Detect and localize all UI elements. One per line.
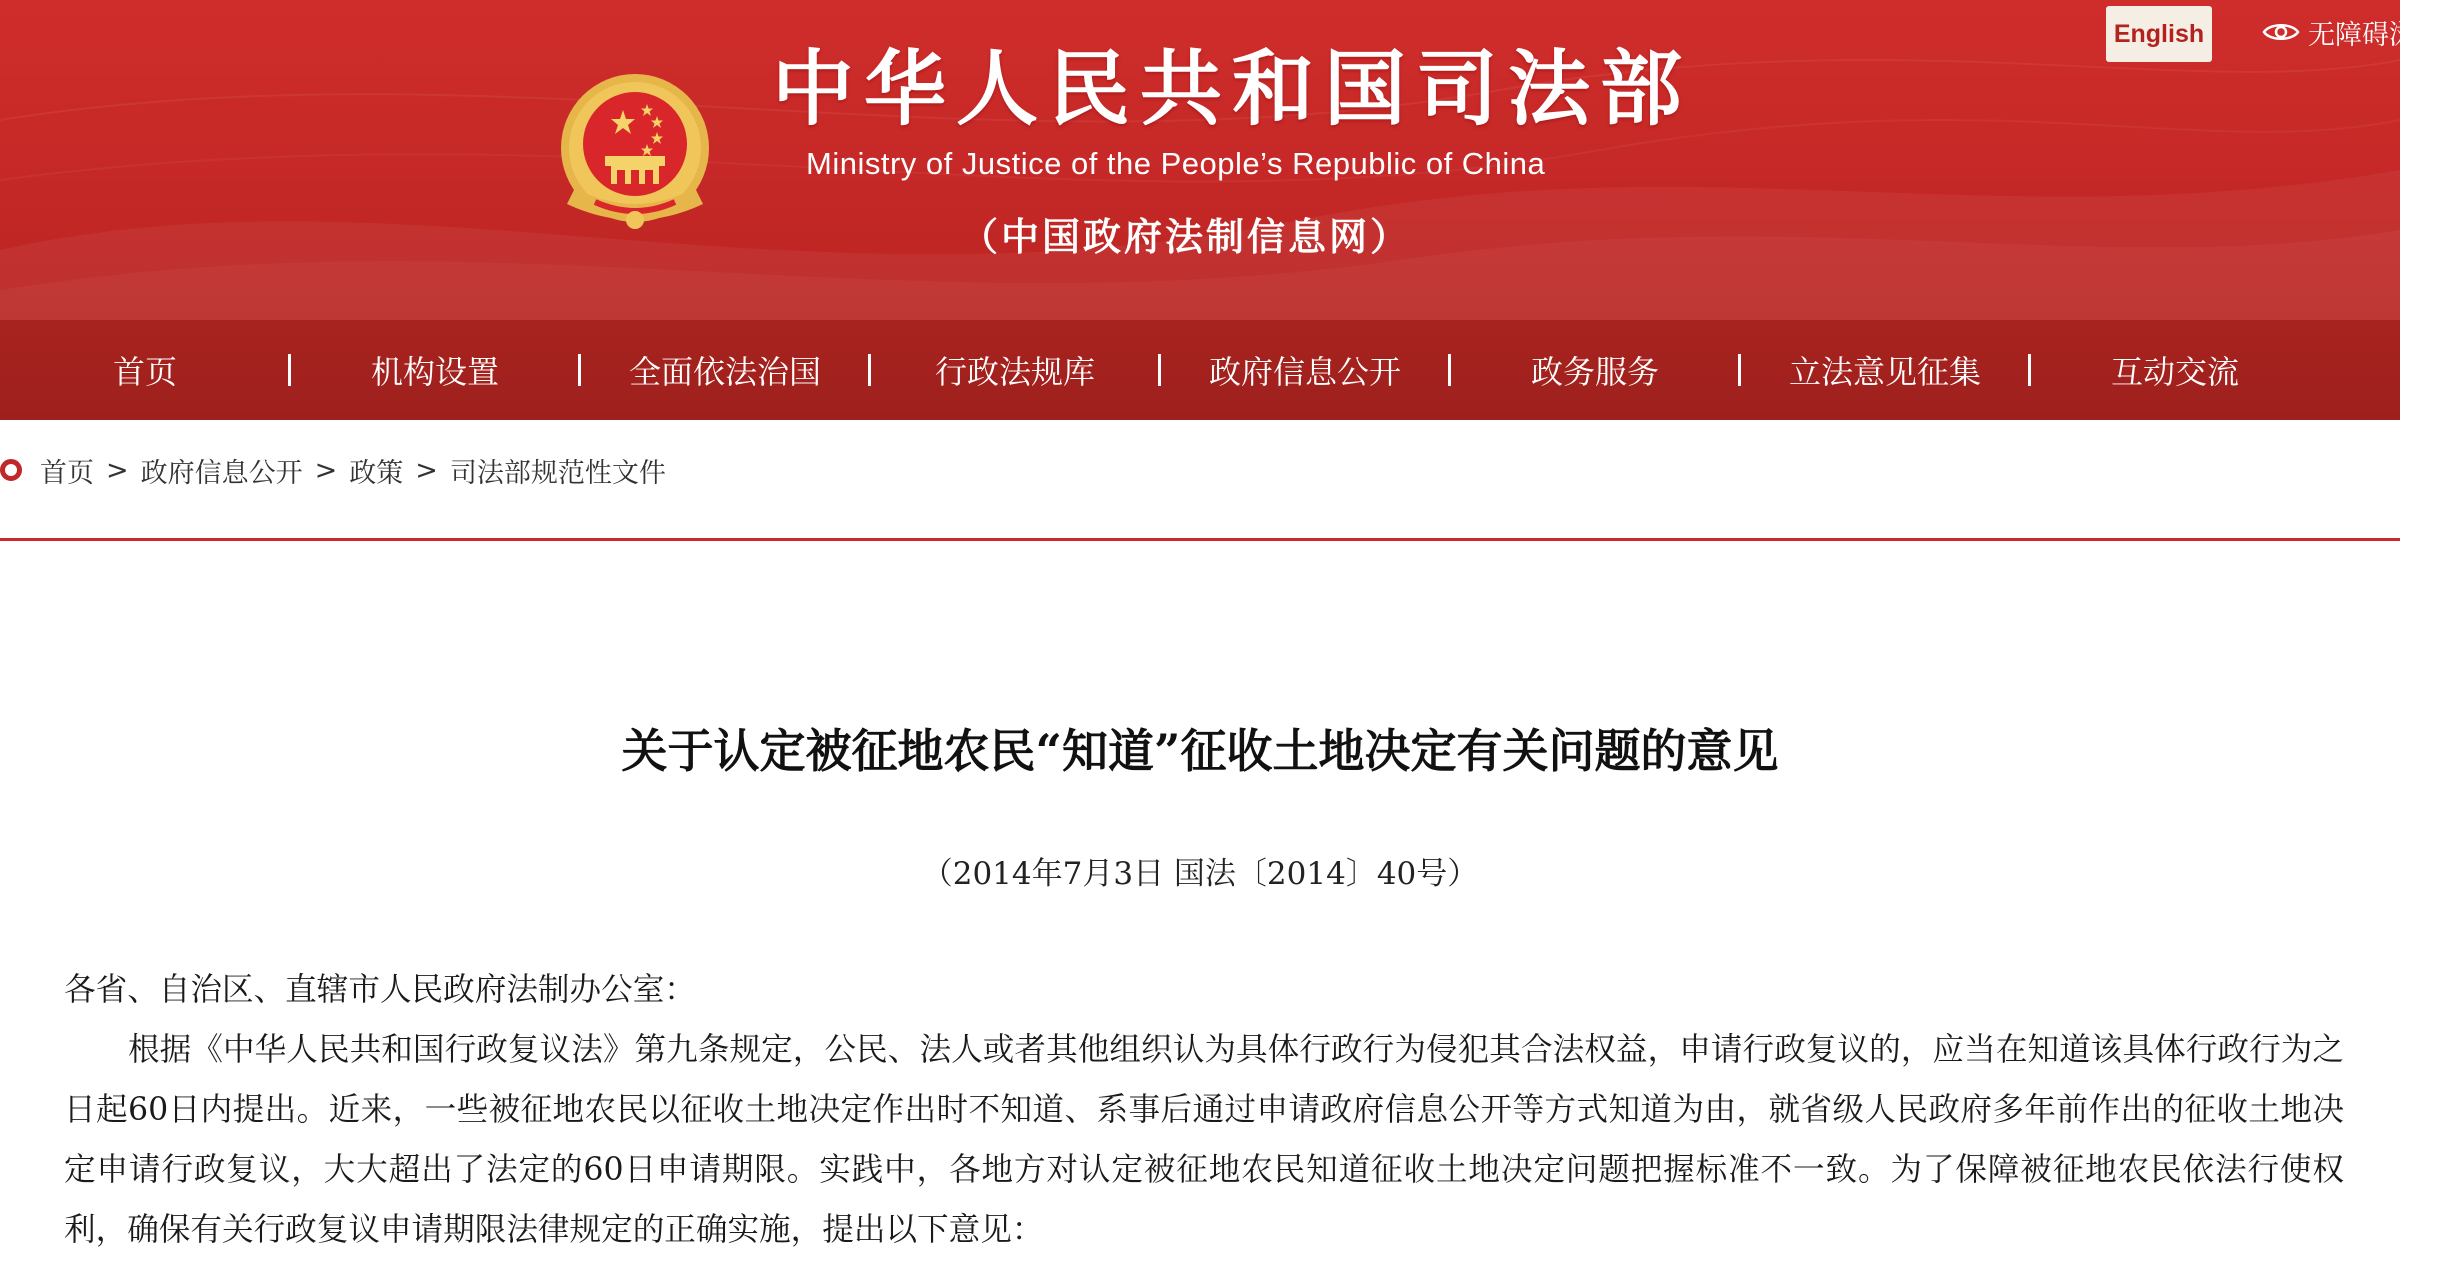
nav-item-legislative-opinions[interactable]: 立法意见征集 [1788, 353, 1981, 391]
breadcrumb-separator: > [106, 454, 129, 486]
content-divider [0, 538, 2400, 541]
nav-item-interaction[interactable]: 互动交流 [2110, 353, 2239, 391]
main-nav [0, 320, 2400, 420]
breadcrumb-separator: > [415, 454, 438, 486]
nav-item-rule-of-law[interactable]: 全面依法治国 [628, 353, 821, 391]
site-title-english: Ministry of Justice of the People’s Republic of China [806, 146, 1546, 181]
nav-item-regulations-library[interactable]: 行政法规库 [934, 353, 1095, 391]
nav-item-organization[interactable]: 机构设置 [370, 353, 499, 391]
article-paragraph: 根据《中华人民共和国行政复议法》第九条规定，公民、法人或者其他组织认为具体行政行为侵犯其合法权益，申请行政复议的，应当在知道该具体行政行为之日起60日内提出。近来，一些被征地农民以征收土地决定作出时不知道、系事后通过申请政府信息公开等方式知道为由，就省级人民政府多年前作出的征收土地决定申请行政复议，大大超出了法定的60日申请期限。实践中，各地方对认定被征地农民知道征收土地决定问题把握标准不一致。为了保障被征地农民依法行使权利，确保有关行政复议申请期限法律规定的正确实施，提出以下意见： [64, 1032, 2344, 1248]
site-header [0, 0, 2443, 320]
nav-item-home[interactable]: 首页 [112, 353, 177, 391]
article-salutation: 各省、自治区、直辖市人民政府法制办公室： [64, 972, 696, 1008]
accessibility-button[interactable] [2262, 12, 2443, 52]
breadcrumb-separator: > [314, 454, 338, 486]
breadcrumb-current[interactable]: 司法部规范性文件 [449, 457, 666, 489]
article-title: 关于认定被征地农民“知道”征收土地决定有关问题的意见 [621, 724, 1779, 778]
article-body [64, 960, 2344, 1260]
nav-item-services[interactable]: 政务服务 [1530, 353, 1659, 391]
article-meta: （2014年7月3日 国法〔2014〕40号） [921, 856, 1479, 892]
breadcrumb-info-disclosure[interactable]: 政府信息公开 [140, 457, 303, 489]
eye-icon [2262, 20, 2300, 44]
nav-item-info-disclosure[interactable]: 政府信息公开 [1208, 353, 1401, 391]
location-dot-icon [0, 459, 22, 481]
breadcrumb-policy[interactable]: 政策 [349, 457, 404, 489]
english-version-button[interactable]: English [2106, 6, 2212, 62]
breadcrumb [0, 450, 666, 490]
national-emblem-icon [555, 70, 715, 238]
accessibility-label: 无障碍浏览 [2308, 19, 2443, 51]
breadcrumb-home[interactable]: 首页 [40, 457, 94, 489]
site-subtitle: （中国政府法制信息网） [960, 214, 1412, 259]
site-title: 中华人民共和国司法部 [772, 41, 1693, 137]
